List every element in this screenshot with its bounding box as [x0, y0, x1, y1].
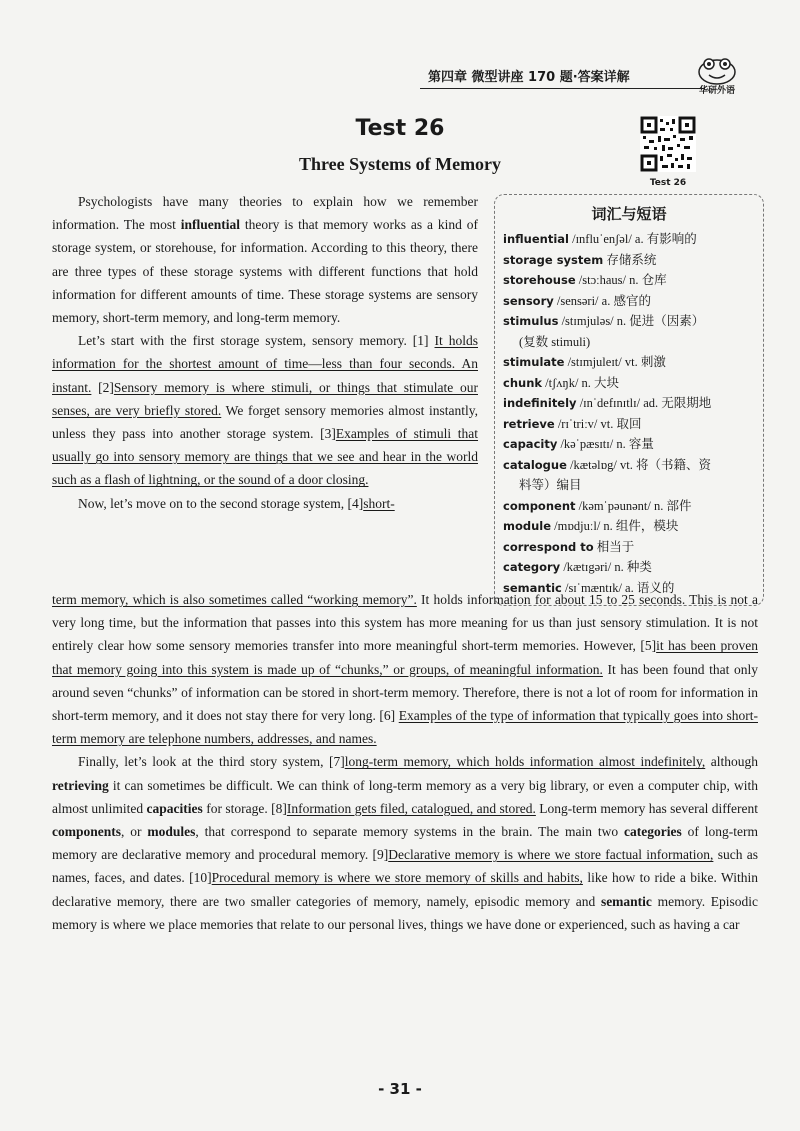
vocab-item: semantic /sɪˈmæntɪk/ a. 语义的	[503, 580, 675, 595]
running-header	[428, 66, 688, 86]
qr-code-icon	[640, 116, 696, 172]
vocab-item: indefinitely /ɪnˈdefɪnɪtlɪ/ ad. 无限期地	[503, 396, 712, 410]
paragraph-3: term memory, which is also sometimes called “working memory”. It holds information for about 15 to 25 seconds. This is not a very long time, but the information that passes into this system has more meaning for us than just sensory stimulation. It is not entirely clear how some sensory memories transfer into more meaningful short-term memories. However, [5]it has been proven that memory going into this system is made up of “chunks,” or groups, of meaningful information. It has been found that only around seven “chunks” of information can be stored in short-term memory. Therefore, there is not a lot of room for information in short-term memory, and it does not stay there for very long. [6] Examples of the type of information that typically goes into short-term memory are telephone numbers, addresses, and names.	[52, 592, 758, 747]
qr-label: Test 26	[649, 178, 687, 188]
logo-text: 华研外语	[698, 86, 735, 96]
qr-code[interactable]	[640, 116, 696, 172]
body-full-width	[52, 588, 758, 936]
vocab-item: correspond to 相当于	[503, 539, 635, 554]
vocab-item: component /kəmˈpəunənt/ n. 部件	[503, 498, 692, 513]
vocab-item: stimulus /stɪmjuləs/ n. 促进（因素）	[503, 314, 705, 328]
vocab-item: capacity /kəˈpæsɪtɪ/ n. 容量	[503, 437, 654, 451]
vocab-item: 料等）编目	[519, 478, 582, 492]
vocab-item: retrieve /rɪˈtriːv/ vt. 取回	[503, 416, 642, 431]
paragraph-3-start: Now, let’s move on to the second storage system, [4]short-	[78, 495, 395, 511]
page-title: Test 26	[355, 116, 445, 141]
vocab-item: sensory /sensəri/ a. 感官的	[503, 293, 651, 308]
header-rule	[420, 88, 705, 89]
vocab-item: (复数 stimuli)	[519, 334, 591, 349]
vocab-item: storage system 存储系统	[503, 252, 657, 267]
vocab-item: influential /ɪnfluˈenʃəl/ a. 有影响的	[503, 232, 697, 246]
vocabulary-box	[494, 194, 764, 606]
paragraph-2: Let’s start with the first storage system, sensory memory. [1] It holds information for the shortest amount of time—less than four seconds. An instant. [2]Sensory memory is where stimuli, or things that stimulate our senses, are very briefly stored. We forget sensory memories almost instantly, unless they pass into another storage system. [3]Examples of stimuli that usually go into sensory memory are things that we see and hear in the world such as a flash of lightning, or the sound of a door closing.	[52, 333, 479, 488]
vocabulary-heading: 词汇与短语	[591, 205, 667, 223]
vocab-item: category /kætɪgəri/ n. 种类	[503, 560, 652, 574]
vocab-item: module /mɒdjuːl/ n. 组件，模块	[503, 519, 679, 533]
vocab-item: storehouse /stɔːhaus/ n. 仓库	[503, 273, 667, 287]
paragraph-1: Psychologists have many theories to explain how we remember information. The most influential theory is that memory works as a kind of storage system, or storehouse, for information. According to this theory, there are three types of these storage systems with different functions that hold information for different amounts of time. These storage systems are sensory memory, short-term memory, and long-term memory.	[52, 194, 478, 326]
publisher-logo	[692, 54, 742, 94]
vocabulary-list	[503, 229, 761, 598]
paragraph-4: Finally, let’s look at the third story system, [7]long-term memory, which holds information almost indefinitely, although retrieving it can sometimes be difficult. We can think of long-term memory as a very big library, or even a computer chip, with almost unlimited capacities for storage. [8]Information gets filed, catalogued, and stored. Long-term memory has several different components, or modules, that correspond to separate memory systems in the brain. The main two categories of long-term memory are declarative memory and procedural memory. [9]Declarative memory is where we store factual information, such as names, faces, and dates. [10]Procedural memory is where we store memory of skills and habits, like how to ride a bike. Within declarative memory, there are two smaller categories of memory, namely, episodic memory and semantic memory. Episodic memory is where we place memories that relate to our personal lives, things we have done or experienced, such as having a car	[52, 754, 759, 932]
page-subtitle: Three Systems of Memory	[298, 154, 502, 174]
body-left-column	[52, 190, 478, 515]
page-number: - 31 -	[378, 1080, 422, 1098]
vocab-item: chunk /tʃʌŋk/ n. 大块	[503, 375, 620, 390]
vocab-item: stimulate /stɪmjuleɪt/ vt. 刺激	[503, 355, 666, 369]
vocab-item: catalogue /kætəlɒg/ vt. 将（书籍、资	[503, 457, 711, 472]
chapter-header-text: 第四章 微型讲座 170 题·答案详解	[428, 70, 630, 85]
frog-logo-icon	[692, 54, 742, 86]
